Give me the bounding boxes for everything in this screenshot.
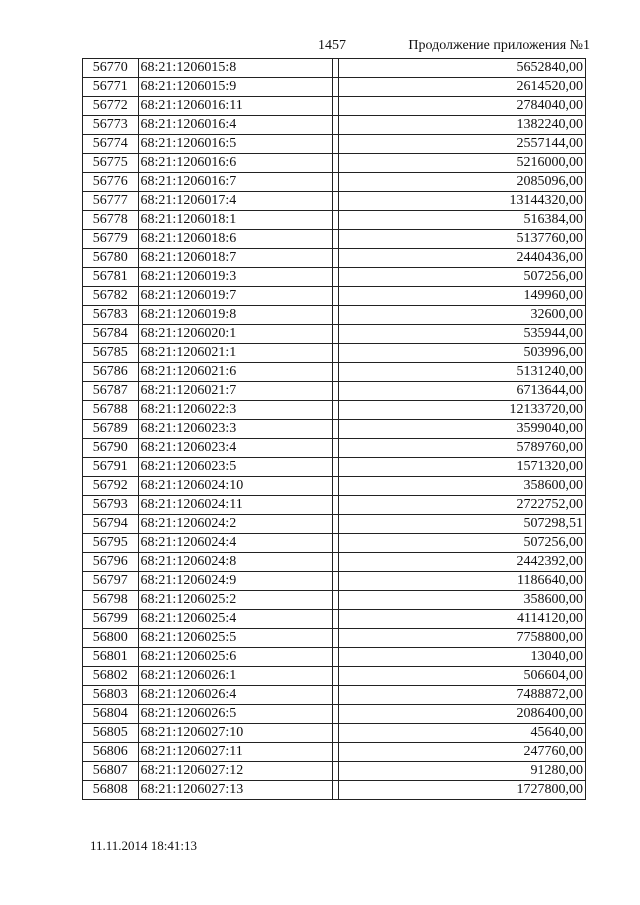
table-row bbox=[83, 572, 586, 591]
table-row bbox=[83, 154, 586, 173]
value-cell: 503996,00 bbox=[338, 344, 585, 363]
cadastral-number-cell: 68:21:1206018:6 bbox=[138, 230, 333, 249]
table-row bbox=[83, 420, 586, 439]
row-number-cell: 56804 bbox=[83, 705, 139, 724]
value-cell: 2784040,00 bbox=[338, 97, 585, 116]
value-cell: 7488872,00 bbox=[338, 686, 585, 705]
value-cell: 149960,00 bbox=[338, 287, 585, 306]
table-row bbox=[83, 59, 586, 78]
cadastral-number-cell: 68:21:1206021:6 bbox=[138, 363, 333, 382]
table-row bbox=[83, 648, 586, 667]
table-row bbox=[83, 344, 586, 363]
table-row bbox=[83, 515, 586, 534]
table-row bbox=[83, 496, 586, 515]
cadastral-number-cell: 68:21:1206016:11 bbox=[138, 97, 333, 116]
cadastral-number-cell: 68:21:1206023:3 bbox=[138, 420, 333, 439]
footer-timestamp: 11.11.2014 18:41:13 bbox=[90, 838, 198, 853]
value-cell: 5789760,00 bbox=[338, 439, 585, 458]
cadastral-number-cell: 68:21:1206016:5 bbox=[138, 135, 333, 154]
value-cell: 5131240,00 bbox=[338, 363, 585, 382]
cadastral-number-cell: 68:21:1206026:1 bbox=[138, 667, 333, 686]
table-row bbox=[83, 192, 586, 211]
value-cell: 13040,00 bbox=[338, 648, 585, 667]
cadastral-number-cell: 68:21:1206021:1 bbox=[138, 344, 333, 363]
value-cell: 2440436,00 bbox=[338, 249, 585, 268]
row-number-cell: 56786 bbox=[83, 363, 139, 382]
table-row bbox=[83, 458, 586, 477]
row-number-cell: 56775 bbox=[83, 154, 139, 173]
value-cell: 358600,00 bbox=[338, 477, 585, 496]
row-number-cell: 56794 bbox=[83, 515, 139, 534]
table-row bbox=[83, 439, 586, 458]
value-cell: 2557144,00 bbox=[338, 135, 585, 154]
cadastral-number-cell: 68:21:1206019:3 bbox=[138, 268, 333, 287]
table-row bbox=[83, 173, 586, 192]
cadastral-number-cell: 68:21:1206022:3 bbox=[138, 401, 333, 420]
registry-table bbox=[82, 58, 586, 800]
table-row bbox=[83, 78, 586, 97]
value-cell: 4114120,00 bbox=[338, 610, 585, 629]
cadastral-number-cell: 68:21:1206027:12 bbox=[138, 762, 333, 781]
table-row bbox=[83, 116, 586, 135]
cadastral-number-cell: 68:21:1206024:11 bbox=[138, 496, 333, 515]
table-row bbox=[83, 97, 586, 116]
row-number-cell: 56788 bbox=[83, 401, 139, 420]
value-cell: 2442392,00 bbox=[338, 553, 585, 572]
cadastral-number-cell: 68:21:1206023:4 bbox=[138, 439, 333, 458]
row-number-cell: 56799 bbox=[83, 610, 139, 629]
cadastral-number-cell: 68:21:1206027:11 bbox=[138, 743, 333, 762]
table-row bbox=[83, 781, 586, 800]
row-number-cell: 56802 bbox=[83, 667, 139, 686]
value-cell: 5137760,00 bbox=[338, 230, 585, 249]
value-cell: 2722752,00 bbox=[338, 496, 585, 515]
value-cell: 1186640,00 bbox=[338, 572, 585, 591]
row-number-cell: 56796 bbox=[83, 553, 139, 572]
cadastral-number-cell: 68:21:1206016:6 bbox=[138, 154, 333, 173]
cadastral-number-cell: 68:21:1206024:8 bbox=[138, 553, 333, 572]
cadastral-number-cell: 68:21:1206025:6 bbox=[138, 648, 333, 667]
cadastral-number-cell: 68:21:1206026:4 bbox=[138, 686, 333, 705]
cadastral-number-cell: 68:21:1206020:1 bbox=[138, 325, 333, 344]
row-number-cell: 56773 bbox=[83, 116, 139, 135]
table-row bbox=[83, 477, 586, 496]
table-row bbox=[83, 724, 586, 743]
table-row bbox=[83, 268, 586, 287]
row-number-cell: 56790 bbox=[83, 439, 139, 458]
value-cell: 1382240,00 bbox=[338, 116, 585, 135]
value-cell: 3599040,00 bbox=[338, 420, 585, 439]
table-row bbox=[83, 743, 586, 762]
value-cell: 506604,00 bbox=[338, 667, 585, 686]
cadastral-number-cell: 68:21:1206027:10 bbox=[138, 724, 333, 743]
table-row bbox=[83, 230, 586, 249]
row-number-cell: 56787 bbox=[83, 382, 139, 401]
row-number-cell: 56797 bbox=[83, 572, 139, 591]
table-row bbox=[83, 667, 586, 686]
page-number: 1457 bbox=[318, 38, 346, 53]
cadastral-number-cell: 68:21:1206021:7 bbox=[138, 382, 333, 401]
row-number-cell: 56808 bbox=[83, 781, 139, 800]
row-number-cell: 56779 bbox=[83, 230, 139, 249]
value-cell: 358600,00 bbox=[338, 591, 585, 610]
table-row bbox=[83, 287, 586, 306]
row-number-cell: 56778 bbox=[83, 211, 139, 230]
value-cell: 12133720,00 bbox=[338, 401, 585, 420]
row-number-cell: 56784 bbox=[83, 325, 139, 344]
table-row bbox=[83, 534, 586, 553]
row-number-cell: 56770 bbox=[83, 59, 139, 78]
row-number-cell: 56806 bbox=[83, 743, 139, 762]
value-cell: 535944,00 bbox=[338, 325, 585, 344]
row-number-cell: 56800 bbox=[83, 629, 139, 648]
table-row bbox=[83, 306, 586, 325]
value-cell: 247760,00 bbox=[338, 743, 585, 762]
value-cell: 91280,00 bbox=[338, 762, 585, 781]
cadastral-number-cell: 68:21:1206023:5 bbox=[138, 458, 333, 477]
table-row bbox=[83, 382, 586, 401]
table-row bbox=[83, 135, 586, 154]
row-number-cell: 56793 bbox=[83, 496, 139, 515]
row-number-cell: 56795 bbox=[83, 534, 139, 553]
row-number-cell: 56781 bbox=[83, 268, 139, 287]
value-cell: 5216000,00 bbox=[338, 154, 585, 173]
table-row bbox=[83, 211, 586, 230]
row-number-cell: 56803 bbox=[83, 686, 139, 705]
value-cell: 7758800,00 bbox=[338, 629, 585, 648]
cadastral-number-cell: 68:21:1206025:5 bbox=[138, 629, 333, 648]
registry-table-body bbox=[83, 59, 586, 800]
value-cell: 2085096,00 bbox=[338, 173, 585, 192]
cadastral-number-cell: 68:21:1206017:4 bbox=[138, 192, 333, 211]
cadastral-number-cell: 68:21:1206018:1 bbox=[138, 211, 333, 230]
table-row bbox=[83, 553, 586, 572]
cadastral-number-cell: 68:21:1206019:7 bbox=[138, 287, 333, 306]
value-cell: 5652840,00 bbox=[338, 59, 585, 78]
table-row bbox=[83, 591, 586, 610]
cadastral-number-cell: 68:21:1206024:10 bbox=[138, 477, 333, 496]
page-header-title: Продолжение приложения №1 bbox=[408, 38, 590, 53]
row-number-cell: 56774 bbox=[83, 135, 139, 154]
table-row bbox=[83, 686, 586, 705]
row-number-cell: 56785 bbox=[83, 344, 139, 363]
value-cell: 2086400,00 bbox=[338, 705, 585, 724]
row-number-cell: 56780 bbox=[83, 249, 139, 268]
table-row bbox=[83, 325, 586, 344]
cadastral-number-cell: 68:21:1206016:7 bbox=[138, 173, 333, 192]
row-number-cell: 56776 bbox=[83, 173, 139, 192]
row-number-cell: 56801 bbox=[83, 648, 139, 667]
value-cell: 13144320,00 bbox=[338, 192, 585, 211]
cadastral-number-cell: 68:21:1206024:4 bbox=[138, 534, 333, 553]
value-cell: 2614520,00 bbox=[338, 78, 585, 97]
cadastral-number-cell: 68:21:1206015:9 bbox=[138, 78, 333, 97]
value-cell: 6713644,00 bbox=[338, 382, 585, 401]
cadastral-number-cell: 68:21:1206027:13 bbox=[138, 781, 333, 800]
cadastral-number-cell: 68:21:1206025:2 bbox=[138, 591, 333, 610]
row-number-cell: 56777 bbox=[83, 192, 139, 211]
value-cell: 45640,00 bbox=[338, 724, 585, 743]
value-cell: 507256,00 bbox=[338, 268, 585, 287]
row-number-cell: 56789 bbox=[83, 420, 139, 439]
cadastral-number-cell: 68:21:1206018:7 bbox=[138, 249, 333, 268]
cadastral-number-cell: 68:21:1206016:4 bbox=[138, 116, 333, 135]
cadastral-number-cell: 68:21:1206015:8 bbox=[138, 59, 333, 78]
row-number-cell: 56782 bbox=[83, 287, 139, 306]
cadastral-number-cell: 68:21:1206026:5 bbox=[138, 705, 333, 724]
value-cell: 516384,00 bbox=[338, 211, 585, 230]
row-number-cell: 56791 bbox=[83, 458, 139, 477]
row-number-cell: 56807 bbox=[83, 762, 139, 781]
value-cell: 507298,51 bbox=[338, 515, 585, 534]
table-row bbox=[83, 629, 586, 648]
row-number-cell: 56792 bbox=[83, 477, 139, 496]
row-number-cell: 56783 bbox=[83, 306, 139, 325]
cadastral-number-cell: 68:21:1206025:4 bbox=[138, 610, 333, 629]
cadastral-number-cell: 68:21:1206019:8 bbox=[138, 306, 333, 325]
row-number-cell: 56772 bbox=[83, 97, 139, 116]
table-row bbox=[83, 363, 586, 382]
row-number-cell: 56771 bbox=[83, 78, 139, 97]
row-number-cell: 56798 bbox=[83, 591, 139, 610]
row-number-cell: 56805 bbox=[83, 724, 139, 743]
value-cell: 1727800,00 bbox=[338, 781, 585, 800]
value-cell: 507256,00 bbox=[338, 534, 585, 553]
cadastral-number-cell: 68:21:1206024:9 bbox=[138, 572, 333, 591]
value-cell: 32600,00 bbox=[338, 306, 585, 325]
table-row bbox=[83, 249, 586, 268]
table-row bbox=[83, 401, 586, 420]
cadastral-number-cell: 68:21:1206024:2 bbox=[138, 515, 333, 534]
value-cell: 1571320,00 bbox=[338, 458, 585, 477]
table-row bbox=[83, 705, 586, 724]
table-row bbox=[83, 762, 586, 781]
table-row bbox=[83, 610, 586, 629]
